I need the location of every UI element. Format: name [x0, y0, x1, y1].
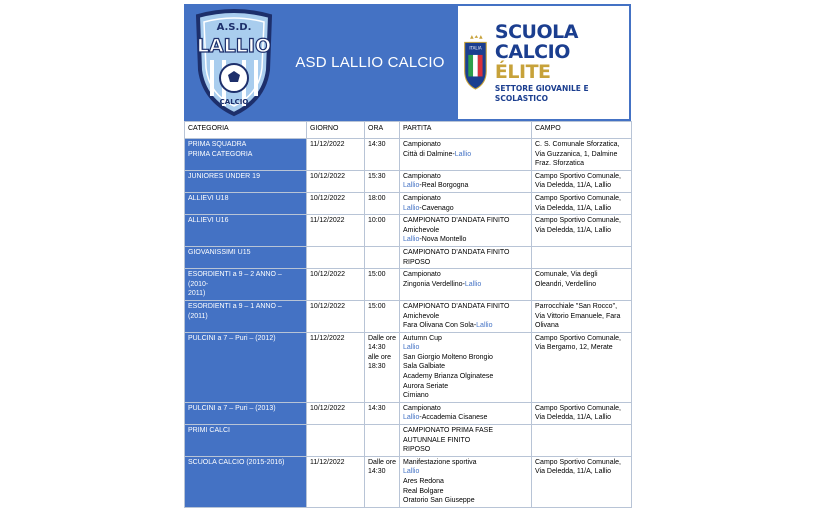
- column-header-giorno: GIORNO: [307, 122, 365, 139]
- cell-campo: [532, 170, 632, 192]
- campo-line: Via Deledda, 11/A, Lallio: [535, 226, 612, 234]
- partita-line: CAMPIONATO PRIMA FASE: [403, 427, 493, 435]
- categoria-line: PRIMA CATEGORIA: [188, 150, 253, 158]
- cell-ora: 15:30: [365, 170, 400, 192]
- partita-line: RIPOSO: [403, 446, 431, 454]
- table-row: [185, 425, 632, 457]
- table-body: [185, 139, 632, 508]
- cell-ora: 15:00: [365, 300, 400, 332]
- cell-partita: [400, 192, 532, 214]
- partita-line: Amichevole: [403, 312, 440, 320]
- partita-line: Lallio-Nova Montello: [403, 236, 467, 244]
- cell-giorno: [307, 425, 365, 457]
- partita-line: [403, 343, 528, 353]
- cell-giorno: 10/12/2022: [307, 269, 365, 301]
- cell-ora: 14:30: [365, 402, 400, 424]
- cell-ora: 14:30: [365, 139, 400, 171]
- campo-line: Campo Sportivo Comunale,: [535, 334, 621, 342]
- cell-giorno: 10/12/2022: [307, 402, 365, 424]
- cell-categoria: [185, 246, 307, 268]
- cell-campo: [532, 332, 632, 402]
- categoria-line: PRIMA SQUADRA: [188, 141, 247, 148]
- table-row: [185, 402, 632, 424]
- table-row: [185, 192, 632, 214]
- cell-categoria: [185, 332, 307, 402]
- partita-line: Ares Redona: [403, 478, 444, 485]
- partita-line: CAMPIONATO D'ANDATA FINITO: [403, 302, 510, 310]
- page-title: ASD LALLIO CALCIO: [282, 6, 458, 119]
- cell-categoria: [185, 402, 307, 424]
- cell-partita: [400, 456, 532, 507]
- club-logo-cell: [186, 6, 282, 119]
- campo-line: Olivana: [535, 322, 559, 330]
- svg-text:LALLIO: LALLIO: [196, 34, 272, 57]
- partita-line: [403, 467, 528, 477]
- partita-line: RIPOSO: [403, 258, 431, 266]
- categoria-line: 2011): [188, 290, 206, 298]
- figc-shield-icon: [462, 32, 489, 94]
- cell-ora: [365, 246, 400, 268]
- partita-line: Campionato: [403, 194, 441, 202]
- cell-campo: [532, 425, 632, 457]
- cell-categoria: [185, 215, 307, 247]
- cell-campo: [532, 402, 632, 424]
- partita-line: San Giorgio Molteno Brongio: [403, 353, 493, 361]
- campo-line: Via Deledda, 11/A, Lallio: [535, 182, 612, 190]
- cell-giorno: 11/12/2022: [307, 139, 365, 171]
- team-lallio-highlight: Lallio: [464, 280, 482, 288]
- table-row: [185, 170, 632, 192]
- campo-line: Campo Sportivo Comunale,: [535, 458, 621, 466]
- campo-line: Via Deledda, 11/A, Lallio: [535, 204, 612, 212]
- team-lallio-highlight: Lallio: [403, 414, 420, 422]
- svg-text:A.S.D.: A.S.D.: [216, 21, 252, 33]
- partita-line: Lallio-Cavenago: [403, 204, 454, 212]
- cell-giorno: 10/12/2022: [307, 192, 365, 214]
- cell-partita: [400, 402, 532, 424]
- scuola-calcio-elite-brand: [458, 6, 629, 119]
- table-row: [185, 246, 632, 268]
- team-lallio-highlight: Lallio: [403, 344, 420, 352]
- column-header-categoria: CATEGORIA: [185, 122, 307, 139]
- cell-partita: [400, 269, 532, 301]
- team-lallio-highlight: Lallio: [403, 468, 420, 476]
- table-header-row: [185, 122, 632, 139]
- club-logo-icon: [190, 8, 278, 118]
- partita-line: Lallio-Accademia Cisanese: [403, 414, 488, 422]
- cell-ora: [365, 425, 400, 457]
- cell-giorno: 11/12/2022: [307, 332, 365, 402]
- partita-line: Academy Brianza Olginatese: [403, 373, 494, 381]
- team-lallio-highlight: Lallio: [454, 150, 472, 158]
- campo-line: Via Deledda, 11/A, Lallio: [535, 414, 612, 422]
- table-row: [185, 139, 632, 171]
- partita-line: Campionato: [403, 271, 441, 279]
- categoria-line: PULCINI a 7 – Puri – (2013): [188, 404, 276, 412]
- partita-line: Manifestazione sportiva: [403, 458, 477, 466]
- categoria-line: ALLIEVI U16: [188, 217, 229, 225]
- cell-giorno: 11/12/2022: [307, 456, 365, 507]
- cell-ora: Dalle ore 14:30: [365, 456, 400, 507]
- header-banner: [184, 4, 631, 121]
- cell-giorno: 11/12/2022: [307, 215, 365, 247]
- team-lallio-highlight: Lallio: [403, 182, 420, 190]
- column-header-ora: ORA: [365, 122, 400, 139]
- brand-text: [495, 22, 629, 104]
- team-lallio-highlight: Lallio: [403, 236, 420, 244]
- categoria-line: JUNIORES UNDER 19: [188, 172, 260, 180]
- cell-categoria: [185, 192, 307, 214]
- cell-ora: Dalle ore 14:30 alle ore 18:30: [365, 332, 400, 402]
- partita-line: Campionato: [403, 141, 441, 148]
- partita-line: Autumn Cup: [403, 334, 442, 342]
- cell-partita: [400, 215, 532, 247]
- cell-campo: [532, 192, 632, 214]
- schedule-table: [184, 121, 632, 508]
- campo-line: Campo Sportivo Comunale,: [535, 404, 621, 412]
- campo-line: Fraz. Sforzatica: [535, 160, 585, 168]
- cell-partita: [400, 425, 532, 457]
- team-lallio-highlight: Lallio: [403, 204, 420, 212]
- campo-line: Via Vittorio Emanuele, Fara: [535, 312, 621, 320]
- cell-ora: 18:00: [365, 192, 400, 214]
- table-row: [185, 269, 632, 301]
- campo-line: Campo Sportivo Comunale,: [535, 194, 621, 202]
- partita-line: Campionato: [403, 404, 441, 412]
- document-page: [184, 4, 631, 508]
- cell-categoria: [185, 139, 307, 171]
- categoria-line: ESORDIENTI a 9 – 1 ANNO – (2011): [188, 302, 282, 320]
- partita-line: Fara Olivana Con Sola-Lallio: [403, 322, 493, 330]
- partita-line: Città di Dalmine-Lallio: [403, 150, 472, 158]
- campo-line: Parrocchiale "San Rocco",: [535, 302, 618, 310]
- categoria-line: SCUOLA CALCIO (2015-2016): [188, 458, 285, 466]
- svg-text:CALCIO: CALCIO: [219, 97, 249, 106]
- cell-campo: [532, 300, 632, 332]
- cell-categoria: [185, 170, 307, 192]
- categoria-line: PULCINI a 7 – Puri – (2012): [188, 334, 276, 342]
- cell-ora: 10:00: [365, 215, 400, 247]
- cell-campo: [532, 456, 632, 507]
- campo-line: C. S. Comunale Sforzatica,: [535, 141, 620, 148]
- partita-line: Oratorio San Giuseppe: [403, 497, 475, 505]
- cell-ora: 15:00: [365, 269, 400, 301]
- cell-campo: [532, 139, 632, 171]
- categoria-line: GIOVANISSIMI U15: [188, 248, 251, 256]
- brand-line-2: CALCIO ÉLITE: [494, 40, 570, 83]
- campo-line: Campo Sportivo Comunale,: [535, 172, 621, 180]
- campo-line: Oleandri, Verdellino: [535, 280, 597, 288]
- cell-campo: [532, 269, 632, 301]
- partita-line: Sala Galbiate: [403, 363, 446, 371]
- cell-giorno: 10/12/2022: [307, 170, 365, 192]
- partita-line: CAMPIONATO D'ANDATA FINITO: [403, 248, 510, 256]
- brand-line-1: SCUOLA: [494, 20, 578, 43]
- campo-line: Comunale, Via degli: [535, 271, 598, 279]
- partita-line: AUTUNNALE FINITO: [403, 436, 471, 444]
- table-row: [185, 332, 632, 402]
- partita-line: Lallio-Real Borgogna: [403, 182, 469, 190]
- partita-line: Cimiano: [403, 392, 429, 400]
- cell-partita: [400, 332, 532, 402]
- cell-partita: [400, 139, 532, 171]
- campo-line: Via Deledda, 11/A, Lallio: [535, 468, 612, 476]
- table-row: [185, 215, 632, 247]
- cell-categoria: [185, 456, 307, 507]
- categoria-line: ALLIEVI U18: [188, 194, 229, 202]
- cell-campo: [532, 246, 632, 268]
- cell-partita: [400, 246, 532, 268]
- cell-categoria: [185, 300, 307, 332]
- cell-campo: [532, 215, 632, 247]
- table-row: [185, 300, 632, 332]
- cell-partita: [400, 170, 532, 192]
- cell-partita: [400, 300, 532, 332]
- partita-line: Real Bolgare: [403, 487, 444, 495]
- column-header-campo: CAMPO: [532, 122, 632, 139]
- partita-line: Zingonia Verdellino-Lallio: [403, 280, 482, 288]
- categoria-line: PRIMI CALCI: [188, 427, 231, 435]
- svg-text:ITALIA: ITALIA: [469, 45, 482, 51]
- partita-line: Aurora Seriate: [403, 382, 449, 390]
- cell-giorno: [307, 246, 365, 268]
- campo-line: Campo Sportivo Comunale,: [535, 217, 621, 225]
- cell-categoria: [185, 425, 307, 457]
- partita-line: Campionato: [403, 172, 441, 180]
- campo-line: Via Guzzanica, 1, Dalmine: [535, 150, 618, 158]
- partita-line: Amichevole: [403, 226, 440, 234]
- campo-line: Via Bergamo, 12, Merate: [535, 344, 613, 352]
- brand-line-3: SETTORE GIOVANILE E SCOLASTICO: [494, 83, 589, 103]
- column-header-partita: PARTITA: [400, 122, 532, 139]
- categoria-line: ESORDIENTI a 9 – 2 ANNO – (2010-: [188, 271, 282, 288]
- partita-line: CAMPIONATO D'ANDATA FINITO: [403, 217, 510, 225]
- team-lallio-highlight: Lallio: [476, 322, 493, 330]
- cell-giorno: 10/12/2022: [307, 300, 365, 332]
- table-row: [185, 456, 632, 507]
- cell-categoria: [185, 269, 307, 301]
